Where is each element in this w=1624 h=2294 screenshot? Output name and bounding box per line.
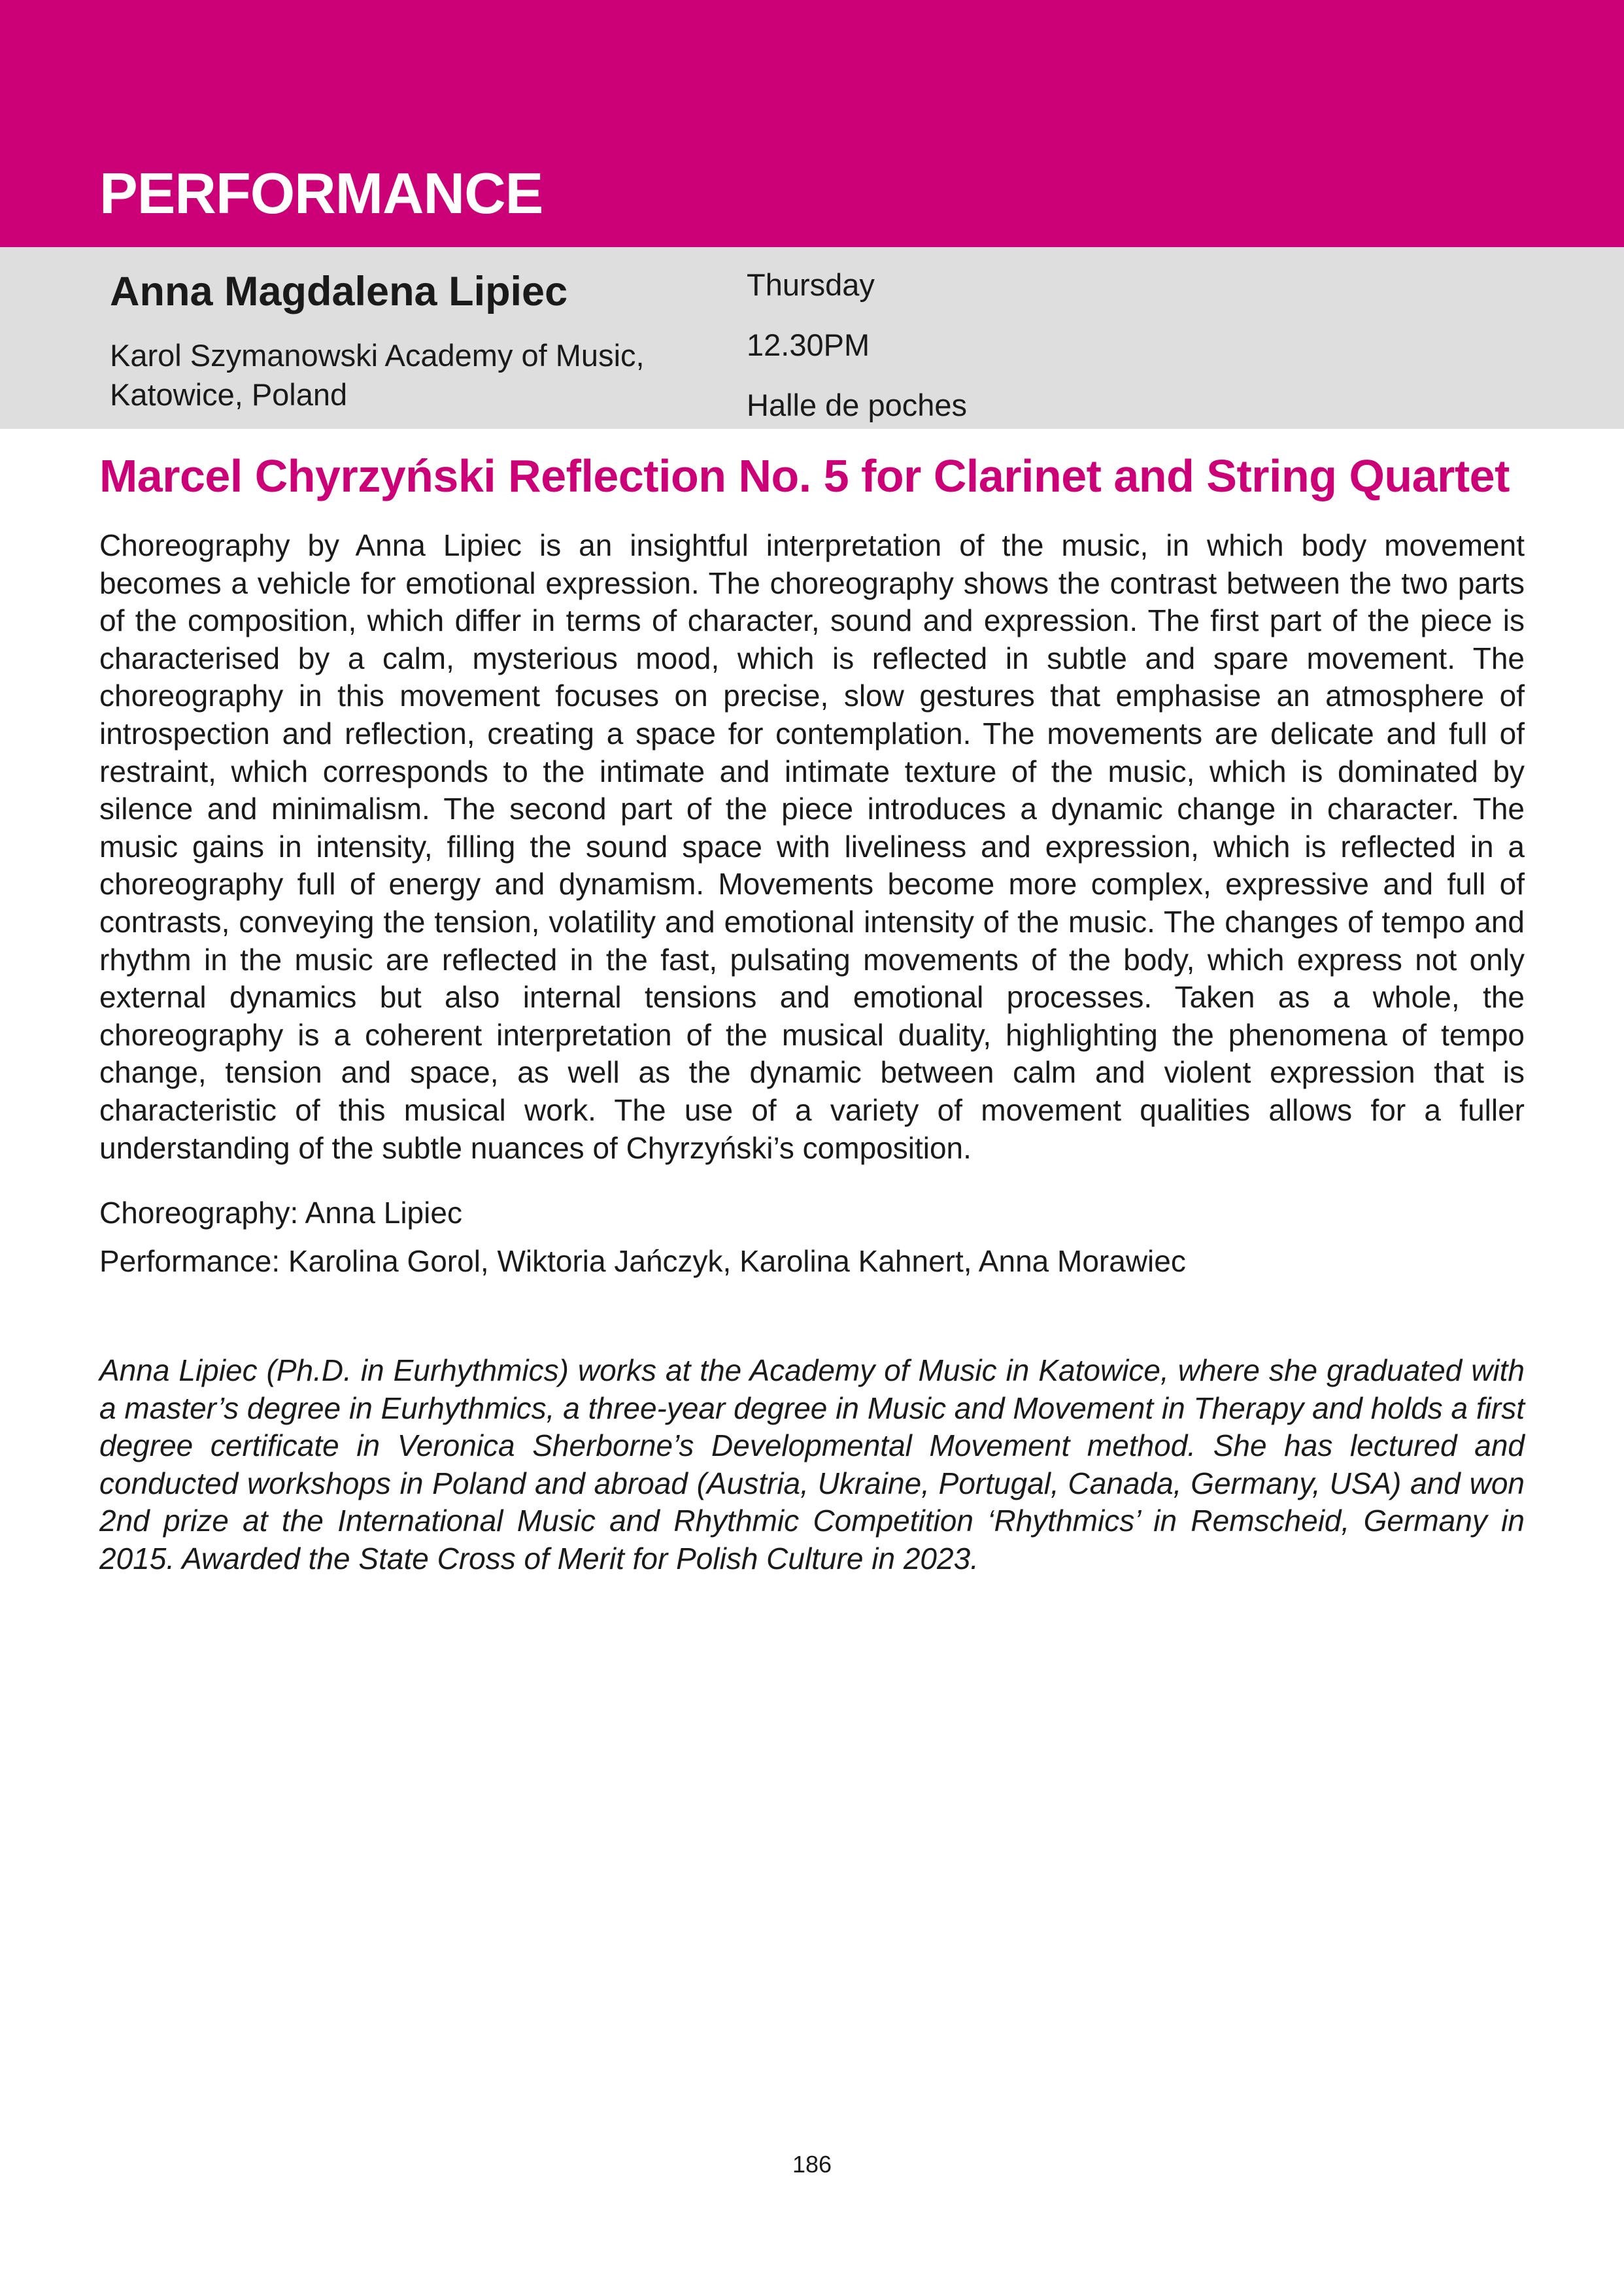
affiliation-line-1: Karol Szymanowski Academy of Music,: [110, 338, 645, 373]
page-number: 186: [792, 2151, 832, 2178]
piece-description: Choreography by Anna Lipiec is an insightful interpretation of the music, in which body movement becomes a vehicle for emotional expression. The choreography shows the contrast between the two parts of the composition, which differ in terms of character, sound and expression. The first part of the piece is characterised by a calm, mysterious mood, which is reflected in subtle and spare movement. The choreography in this movement focuses on precise, slow gestures that emphasise an atmosphere of introspection and reflection, creating a space for contemplation. The movements are delicate and full of restraint, which corresponds to the intimate and intimate texture of the music, which is dominated by silence and minimalism. The second part of the piece introduces a dynamic change in character. The music gains in intensity, filling the sound space with liveliness and expression, which is reflected in a choreography full of energy and dynamism. Movements become more complex, expressive and full of contrasts, conveying the tension, volatility and emotional intensity of the music. The changes of tempo and rhythm in the music are reflected in the fast, pulsating movements of the body, which express not only external dynamics but also internal tensions and emotional processes. Taken as a whole, the choreography is a coherent interpretation of the musical duality, highlighting the phenomena of tempo change, tension and space, as well as the dynamic between calm and violent expression that is characteristic of this musical work. The use of a variety of movement qualities allows for a fuller understanding of the subtle nuances of Chyrzyński’s composition.: [99, 528, 1525, 1165]
choreography-credit: Choreography: Anna Lipiec: [99, 1196, 462, 1230]
performer-affiliation: [110, 336, 698, 414]
schedule-time: 12.30PM: [747, 328, 870, 362]
affiliation-line-2: Katowice, Poland: [110, 377, 348, 412]
performer-bio: Anna Lipiec (Ph.D. in Eurhythmics) works at the Academy of Music in Katowice, where she graduated with a master’s degree in Eurhythmics, a three-year degree in Music and Movement in Therapy and holds a first degree certificate in Veronica Sherborne’s Developmental Movement method. She has lectured and conducted workshops in Poland and abroad (Austria, Ukraine, Portugal, Canada, Germany, USA) and won 2nd prize at the International Music and Rhythmic Competition ‘Rhythmics’ in Remscheid, Germany in 2015. Awarded the State Cross of Merit for Polish Culture in 2023.: [99, 1353, 1525, 1576]
schedule-day: Thursday: [747, 267, 875, 302]
piece-title: Marcel Chyrzyński Reflection No. 5 for Clarinet and String Quartet: [99, 450, 1510, 501]
schedule-list: [747, 265, 967, 446]
performer-name: Anna Magdalena Lipiec: [110, 269, 568, 314]
schedule-venue: Halle de poches: [747, 388, 968, 422]
performance-credit: Performance: Karolina Gorol, Wiktoria Jańczyk, Karolina Kahnert, Anna Morawiec: [99, 1244, 1186, 1278]
section-title: PERFORMANCE: [99, 161, 543, 226]
